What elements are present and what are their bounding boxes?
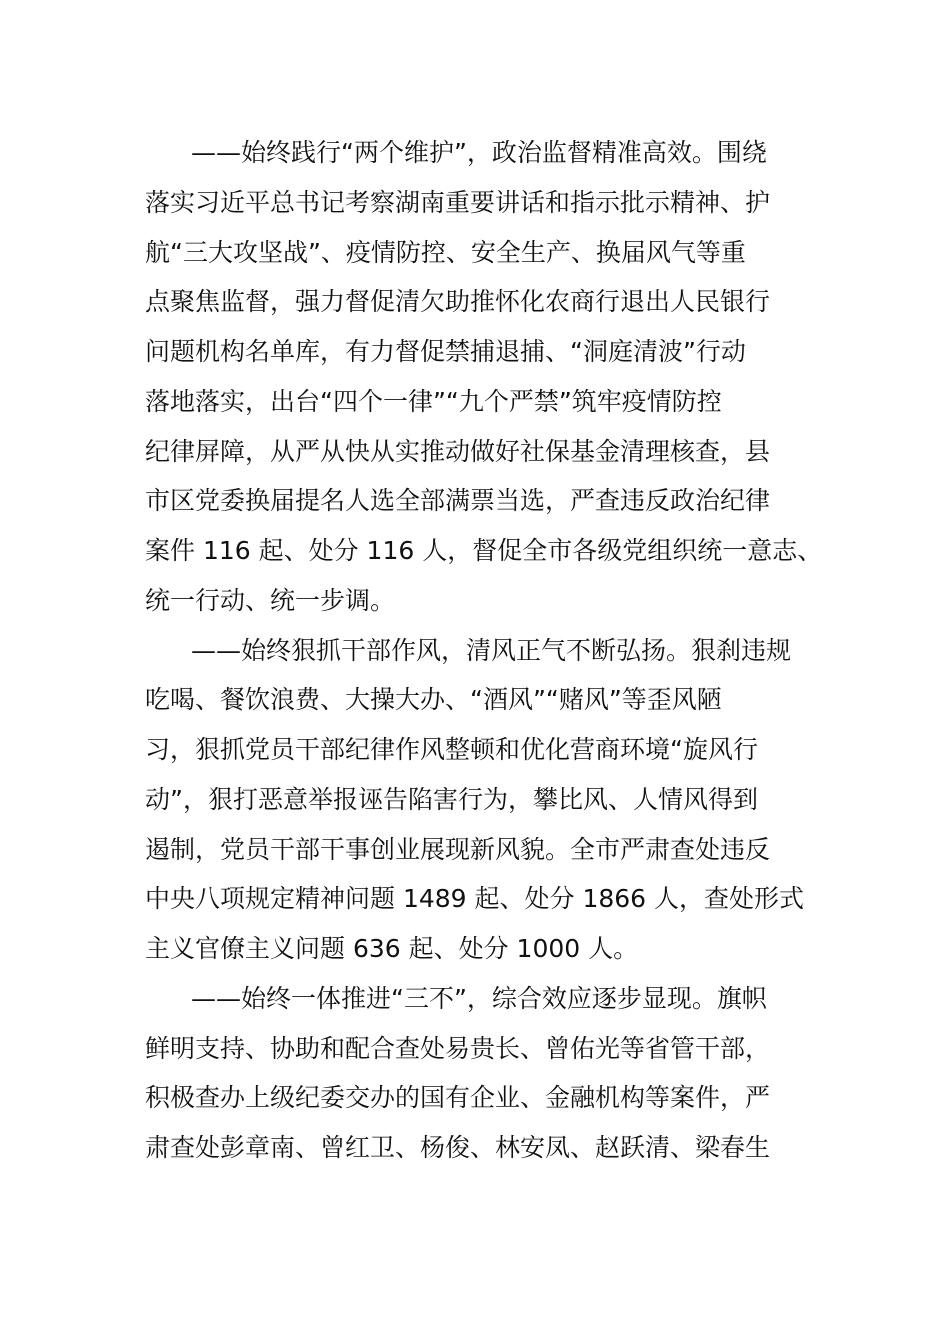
paragraph-line: 中央八项规定精神问题 1489 起、处分 1866 人，查处形式 — [145, 884, 805, 914]
paragraph-line: 积极查办上级纪委交办的国有企业、金融机构等案件，严 — [145, 1083, 771, 1113]
paragraph-line: 落地落实，出台“四个一律”“九个严禁”筑牢疫情防控 — [145, 386, 722, 416]
paragraph-line: 统一行动、统一步调。 — [145, 585, 396, 615]
paragraph-line: ——始终一体推进“三不”，综合效应逐步显现。旗帜 — [191, 983, 767, 1013]
paragraph-line: 主义官僚主义问题 636 起、处分 1000 人。 — [145, 934, 639, 963]
paragraph-political-supervision — [145, 128, 823, 626]
paragraph-line: ——始终狠抓干部作风，清风正气不断弘扬。狠刹违规 — [191, 635, 792, 665]
paragraph-line: 案件 116 起、处分 116 人，督促全市各级党组织统一意志、 — [145, 536, 823, 565]
paragraph-line: 鲜明支持、协助和配合查处易贵长、曾佑光等省管干部， — [145, 1033, 771, 1063]
paragraph-line: ——始终践行“两个维护”，政治监督精准高效。围绕 — [191, 138, 767, 167]
paragraph-line: 落实习近平总书记考察湖南重要讲话和指示批示精神、护 — [145, 187, 771, 217]
paragraph-line: 航“三大攻坚战”、疫情防控、安全生产、换届风气等重 — [145, 237, 746, 267]
paragraph-three-nos — [145, 974, 810, 1173]
paragraph-cadre-style — [145, 626, 810, 974]
paragraph-line: 纪律屏障，从严从快从实推动做好社保基金清理核查，县 — [145, 436, 771, 466]
paragraph-line: 动”，狠打恶意举报诬告陷害行为，攀比风、人情风得到 — [145, 784, 758, 814]
paragraph-line: 习，狠抓党员干部纪律作风整顿和优化营商环境“旋风行 — [145, 735, 758, 764]
paragraph-line: 遏制，党员干部干事创业展现新风貌。全市严肃查处违反 — [145, 834, 771, 864]
paragraph-line: 肃查处彭章南、曾红卫、杨俊、林安凤、赵跃清、梁春生 — [145, 1133, 771, 1162]
paragraph-line: 问题机构名单库，有力督促禁捕退捕、“洞庭清波”行动 — [145, 337, 746, 366]
document-body — [145, 128, 823, 1173]
paragraph-line: 点聚焦监督，强力督促清欠助推怀化农商行退出人民银行 — [145, 287, 771, 317]
paragraph-line: 吃喝、餐饮浪费、大操大办、“酒风”“赌风”等歪风陋 — [145, 685, 722, 715]
paragraph-line: 市区党委换届提名人选全部满票当选，严查违反政治纪律 — [145, 486, 771, 516]
